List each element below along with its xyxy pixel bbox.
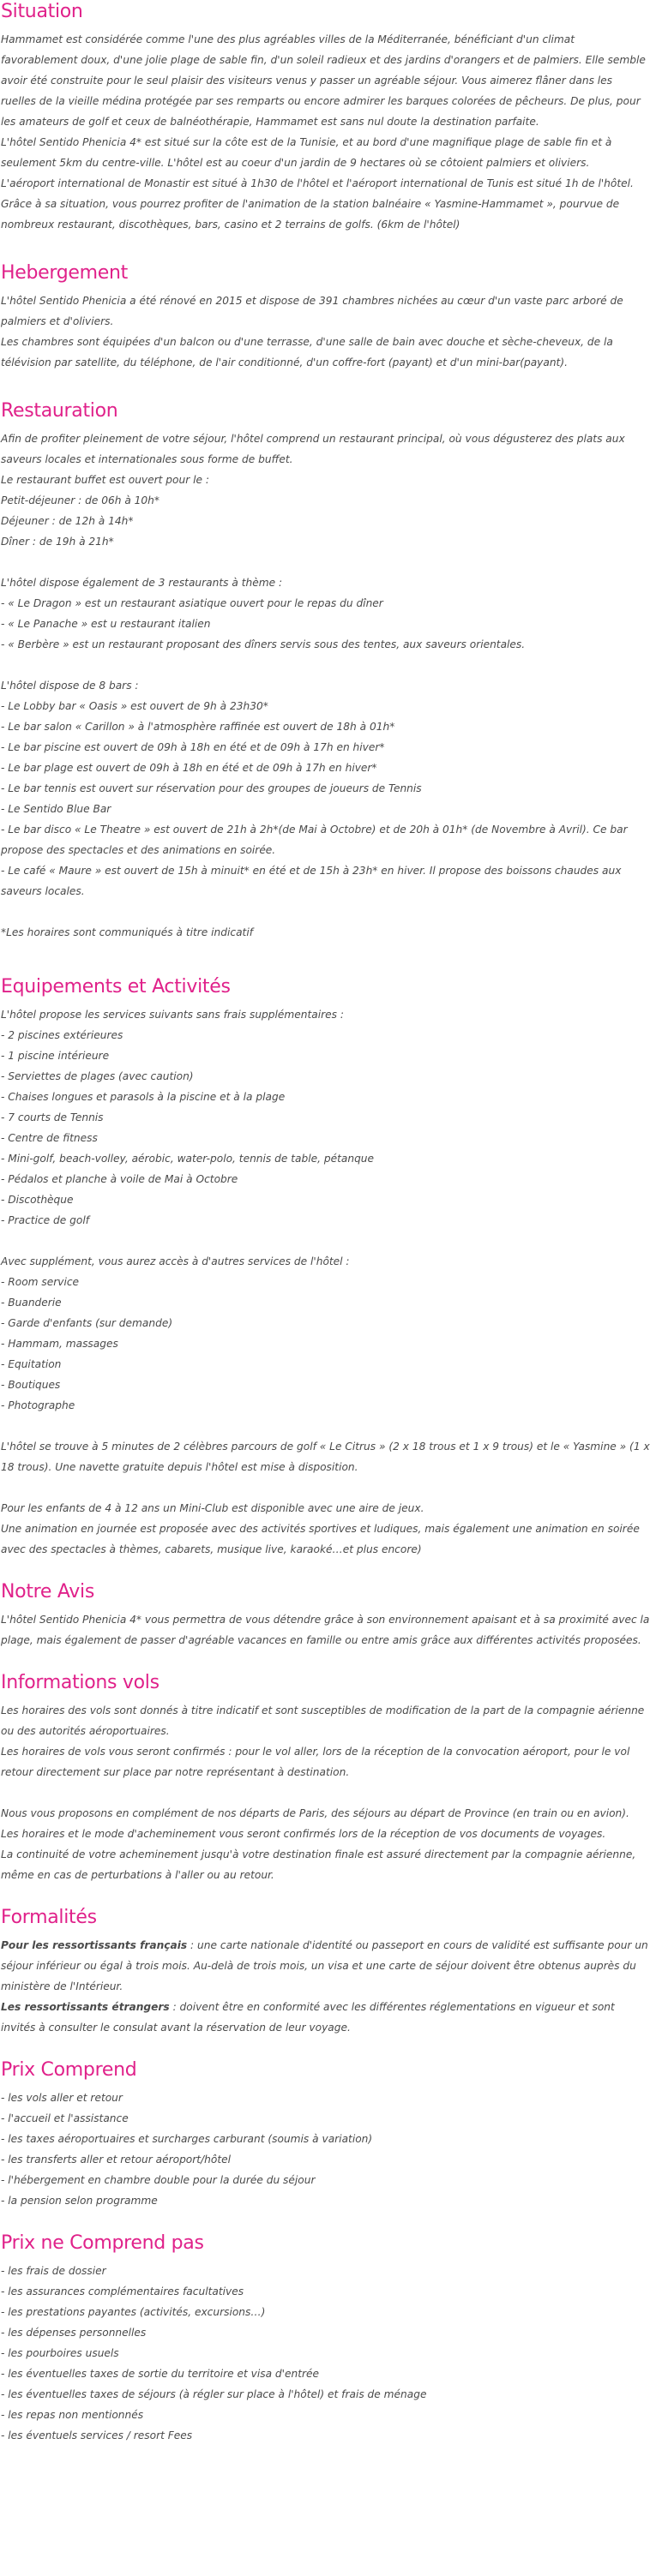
paid-service-item: - Hammam, massages [1, 1338, 118, 1350]
hebergement-heading: Hebergement [1, 262, 128, 284]
kids-club-paragraph: Pour les enfants de 4 à 12 ans un Mini-Club est disponible avec une aire de jeux. [1, 1502, 424, 1514]
included-item: - l'hébergement en chambre double pour la durée du séjour [1, 2174, 316, 2186]
situation-paragraph: L'hôtel Sentido Phenicia 4* est situé sur la côte est de la Tunisie, et au bord d'une magnifique plage de sable fin et à seulement 5km du centre-ville. L'hôtel est au coeur d'un jardin de 9 hectares où se côtoient palmiers et oliviers. [1, 136, 612, 169]
section-restauration [1, 399, 650, 943]
formalites-heading: Formalités [1, 1907, 97, 1928]
bar-item: - Le bar plage est ouvert de 09h à 18h en été et de 09h à 17h en hiver* [1, 762, 377, 774]
formalites-french-label: Pour les ressortissants français [1, 1939, 188, 1951]
section-formalites [1, 1906, 650, 2038]
spacer [1, 1416, 650, 1436]
bar-item: - Le Sentido Blue Bar [1, 803, 111, 815]
excluded-item: - les pourboires usuels [1, 2347, 119, 2359]
paid-service-item: - Buanderie [1, 1297, 62, 1309]
restauration-heading: Restauration [1, 400, 118, 422]
section-equipements [1, 975, 650, 1560]
paid-service-item: - Equitation [1, 1358, 62, 1370]
vols-paragraph: Les horaires de vols vous seront confirmés : pour le vol aller, lors de la réception de la convocation aéroport, pour le vol retour directement sur place par notre représentant à destination. [1, 1746, 630, 1778]
formalites-foreign [1, 1997, 650, 2038]
animation-paragraph: Une animation en journée est proposée avec des activités sportives et ludiques, mais également une animation en soirée avec des spectacles à thèmes, cabarets, musique live, karaoké…et plus encore) [1, 1523, 640, 1555]
excluded-item: - les repas non mentionnés [1, 2409, 144, 2421]
spacer [1, 1477, 650, 1498]
paid-service-item: - Room service [1, 1276, 80, 1288]
theme-line: - « Le Dragon » est un restaurant asiatique ouvert pour le repas du dîner [1, 597, 383, 609]
free-service-item: - Serviettes de plages (avec caution) [1, 1070, 194, 1082]
section-hebergement [1, 261, 650, 373]
included-item: - les taxes aéroportuaires et surcharges carburant (soumis à variation) [1, 2133, 373, 2145]
excluded-item: - les dépenses personnelles [1, 2327, 147, 2339]
buffet-line: Petit-déjeuner : de 06h à 10h* [1, 494, 160, 506]
bar-item: - Le bar salon « Carillon » à l'atmosphère raffinée est ouvert de 18h à 01h* [1, 721, 395, 733]
section-prix-comprend [1, 2058, 650, 2211]
prix-comprend-heading: Prix Comprend [1, 2059, 137, 2081]
excluded-item: - les éventuelles taxes de sortie du territoire et visa d'entrée [1, 2368, 320, 2380]
formalites-foreign-label: Les ressortissants étrangers [1, 2001, 170, 2013]
prix-ne-comprend-pas-heading: Prix ne Comprend pas [1, 2232, 204, 2254]
free-service-item: - Discothèque [1, 1194, 74, 1206]
hebergement-paragraph: L'hôtel Sentido Phenicia a été rénové en 2015 et dispose de 391 chambres nichées au cœur d'un vaste parc arboré de palmiers et d'oliviers. [1, 295, 623, 327]
excluded-item: - les assurances complémentaires facultatives [1, 2285, 244, 2297]
buffet-line: Le restaurant buffet est ouvert pour le : [1, 474, 209, 486]
free-service-item: - Practice de golf [1, 1214, 90, 1226]
spacer [1, 1231, 650, 1251]
spacer [1, 1782, 650, 1803]
restauration-footnote: *Les horaires sont communiqués à titre indicatif [1, 926, 254, 938]
situation-paragraph: Hammamet est considérée comme l'une des plus agréables villes de la Méditerranée, bénéficiant d'un climat favorablement doux, d'une jolie plage de sable fin, d'un soleil radieux et des jardins d'orangers et de palmiers. Elle semble avoir été construite pour le seul plaisir des visiteurs venus y passer un agréable séjour. Vous aimerez flâner dans les ruelles de la vieille médina protégée par ses remparts ou encore admirer les barques colorées de pêcheurs. De plus, pour les amateurs de golf et ceux de balnéothérapie, Hammamet est sans nul doute la destination parfaite. [1, 33, 646, 128]
section-prix-ne-comprend-pas [1, 2232, 650, 2446]
section-situation [1, 0, 650, 235]
paid-services-intro: Avec supplément, vous aurez accès à d'autres services de l'hôtel : [1, 1255, 350, 1267]
buffet-line: Déjeuner : de 12h à 14h* [1, 515, 134, 527]
equipements-heading: Equipements et Activités [1, 976, 231, 997]
free-service-item: - 7 courts de Tennis [1, 1111, 104, 1123]
avis-heading: Notre Avis [1, 1581, 94, 1603]
hebergement-paragraph: Les chambres sont équipées d'un balcon ou d'une terrasse, d'une salle de bain avec douche et sèche-cheveux, de la télévision par satellite, du téléphone, de l'air conditionné, d'un coffre-fort (payant) et d'un mini-bar(payant). [1, 336, 613, 368]
included-item: - les vols aller et retour [1, 2092, 123, 2104]
paid-service-item: - Garde d'enfants (sur demande) [1, 1317, 173, 1329]
excluded-item: - les frais de dossier [1, 2265, 106, 2277]
section-vols [1, 1671, 650, 1885]
situation-heading: Situation [1, 1, 83, 22]
free-service-item: - Centre de fitness [1, 1132, 98, 1144]
theme-line: L'hôtel dispose également de 3 restaurants à thème : [1, 577, 283, 589]
bars-intro: L'hôtel dispose de 8 bars : [1, 680, 139, 692]
bar-item: - Le bar disco « Le Theatre » est ouvert de 21h à 2h*(de Mai à Octobre) et de 20h à 01h* (de Novembre à Avril). Ce bar propose des spectacles et des animations en soirée. [1, 824, 628, 856]
paid-service-item: - Photographe [1, 1399, 75, 1411]
golf-paragraph: L'hôtel se trouve à 5 minutes de 2 célèbres parcours de golf « Le Citrus » (2 x 18 trous et 1 x 9 trous) et le « Yasmine » (1 x 18 trous). Une navette gratuite depuis l'hôtel est mise à disposition. [1, 1441, 650, 1473]
vols-paragraph: Les horaires des vols sont donnés à titre indicatif et sont susceptibles de modification de la part de la compagnie aérienne ou des autorités aéroportuaires. [1, 1704, 645, 1737]
formalites-french-text: : une carte nationale d'identité ou passeport en cours de validité est suffisante pour un séjour inférieur ou égal à trois mois. Au-delà de trois mois, un visa et une carte de séjour doivent être obtenus auprès du ministère de l'Intérieur. [1, 1939, 648, 1992]
theme-line: - « Berbère » est un restaurant proposant des dîners servis sous des tentes, aux saveurs orientales. [1, 638, 526, 650]
free-service-item: - 2 piscines extérieures [1, 1029, 123, 1041]
free-service-item: - Chaises longues et parasols à la piscine et à la plage [1, 1091, 286, 1103]
spacer [1, 655, 650, 675]
avis-paragraph: L'hôtel Sentido Phenicia 4* vous permettra de vous détendre grâce à son environnement apaisant et à sa proximité avec la plage, mais également de passer d'agréable vacances en famille ou entre amis grâce aux différentes activités proposées. [1, 1614, 650, 1646]
section-avis [1, 1580, 650, 1650]
bar-item: - Le bar tennis est ouvert sur réservation pour des groupes de joueurs de Tennis [1, 782, 422, 794]
restauration-intro: Afin de profiter pleinement de votre séjour, l'hôtel comprend un restaurant principal, où vous dégusterez des plats aux saveurs locales et internationales sous forme de buffet. [1, 433, 625, 465]
excluded-item: - les éventuels services / resort Fees [1, 2429, 193, 2441]
free-service-item: - 1 piscine intérieure [1, 1050, 110, 1062]
formalites-foreign-text: : doivent être en conformité avec les différentes réglementations en vigueur et sont invités à consulter le consulat avant la réservation de leur voyage. [1, 2001, 615, 2034]
included-item: - l'accueil et l'assistance [1, 2112, 129, 2124]
bar-item: - Le café « Maure » est ouvert de 15h à minuit* en été et de 15h à 23h* en hiver. Il propose des boissons chaudes aux saveurs locales. [1, 865, 622, 897]
vols-paragraph: Les horaires et le mode d'acheminement vous seront confirmés lors de la réception de vos documents de voyages. [1, 1828, 606, 1840]
buffet-line: Dîner : de 19h à 21h* [1, 536, 114, 548]
theme-line: - « Le Panache » est u restaurant italien [1, 618, 211, 630]
excluded-item: - les prestations payantes (activités, excursions…) [1, 2306, 266, 2318]
bar-item: - Le bar piscine est ouvert de 09h à 18h en été et de 09h à 17h en hiver* [1, 741, 385, 753]
included-item: - les transferts aller et retour aéroport/hôtel [1, 2154, 232, 2166]
free-service-item: - Pédalos et planche à voile de Mai à Octobre [1, 1173, 238, 1185]
spacer [1, 552, 650, 572]
formalites-french [1, 1935, 650, 1997]
free-services-intro: L'hôtel propose les services suivants sans frais supplémentaires : [1, 1009, 344, 1021]
vols-paragraph: Nous vous proposons en complément de nos départs de Paris, des séjours au départ de Province (en train ou en avion). [1, 1807, 629, 1819]
free-service-item: - Mini-golf, beach-volley, aérobic, water-polo, tennis de table, pétanque [1, 1153, 375, 1165]
bar-item: - Le Lobby bar « Oasis » est ouvert de 9h à 23h30* [1, 700, 268, 712]
vols-paragraph: La continuité de votre acheminement jusqu'à votre destination finale est assuré directement par la compagnie aérienne, même en cas de perturbations à l'aller ou au retour. [1, 1848, 636, 1881]
paid-service-item: - Boutiques [1, 1379, 61, 1391]
included-item: - la pension selon programme [1, 2195, 158, 2207]
spacer [1, 902, 650, 922]
excluded-item: - les éventuelles taxes de séjours (à régler sur place à l'hôtel) et frais de ménage [1, 2388, 427, 2400]
vols-heading: Informations vols [1, 1672, 159, 1693]
situation-paragraph: L'aéroport international de Monastir est situé à 1h30 de l'hôtel et l'aéroport international de Tunis est situé 1h de l'hôtel. Grâce à sa situation, vous pourrez profiter de l'animation de la station balnéaire « Yasmine-Hammamet », pourvue de nombreux restaurant, discothèques, bars, casino et 2 terrains de golfs. (6km de l'hôtel) [1, 177, 634, 231]
